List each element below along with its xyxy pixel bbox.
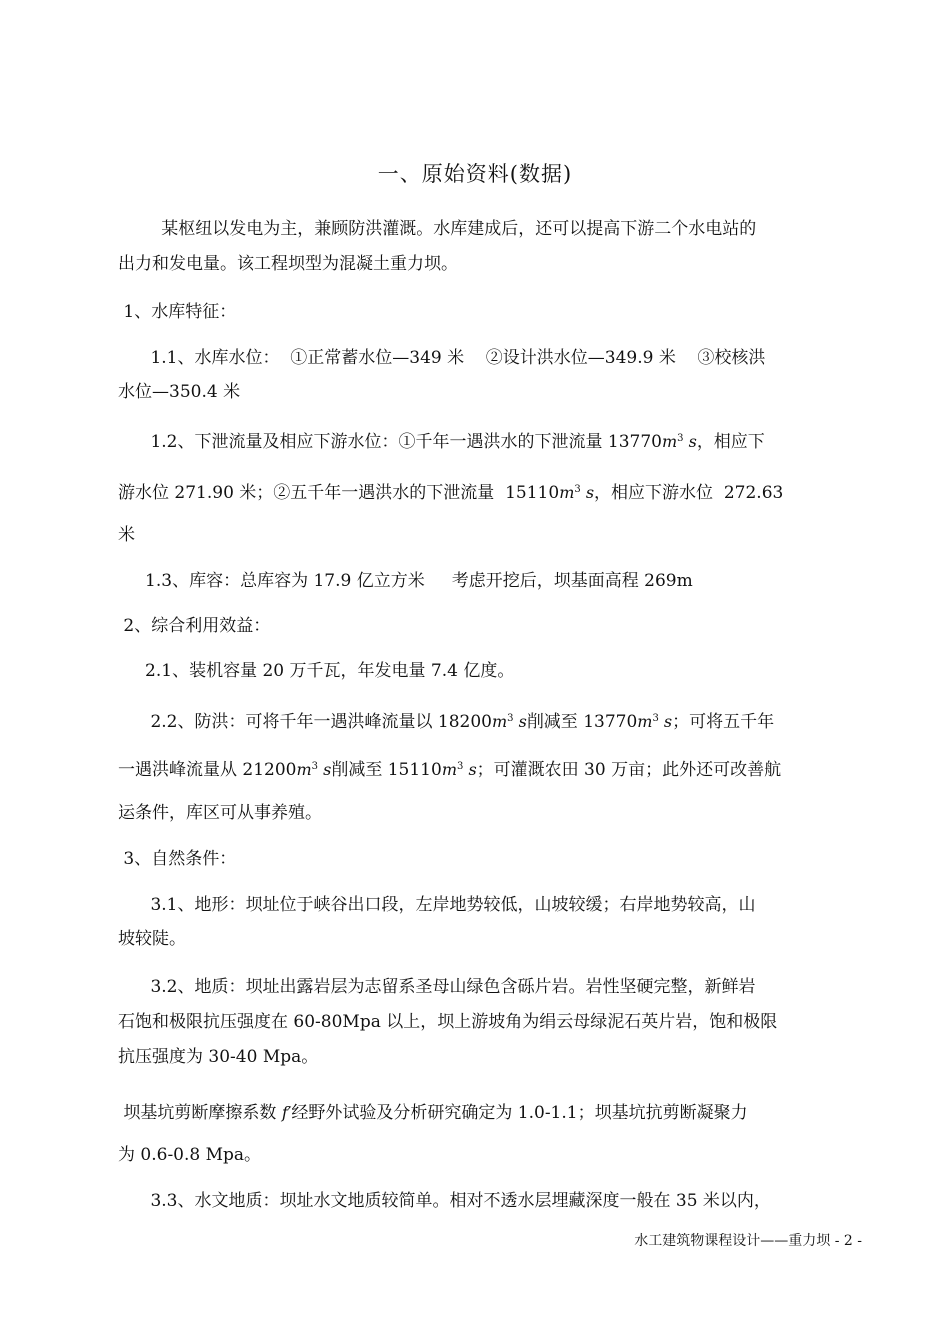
unit-exp: 3: [677, 433, 684, 444]
text: ；可将五千年: [672, 712, 775, 732]
item-1-3: 1.3、库容：总库容为 17.9 亿立方米 考虑开挖后，坝基面高程 269m: [118, 571, 693, 591]
item-2-2-line-1: [118, 705, 862, 741]
section-2-heading: 2、综合利用效益：: [118, 616, 271, 636]
unit-exp: 3: [507, 713, 514, 724]
intro-line-2: 出力和发电量。该工程坝型为混凝土重力坝。: [118, 254, 458, 274]
text: 削减至 13770: [526, 712, 638, 732]
unit-exp: 3: [574, 484, 581, 495]
text: 削减至 15110: [331, 760, 442, 780]
friction-line-2: 为 0.6-0.8 Mpa。: [118, 1145, 262, 1165]
section-1-heading: 1、水库特征：: [118, 302, 237, 322]
unit-m: m: [491, 712, 508, 731]
item-3-2-line-2: 石饱和极限抗压强度在 60-80Mpa 以上，坝上游坡角为绢云母绿泥石英片岩，饱和极限: [118, 1012, 778, 1032]
unit-exp: 3: [652, 713, 659, 724]
text: 经野外试验及分析研究确定为 1.0-1.1；坝基坑抗剪断凝聚力: [291, 1103, 748, 1123]
text: 2.2、防洪：可将千年一遇洪峰流量以 18200: [118, 712, 492, 732]
unit-m: m: [441, 760, 457, 779]
intro-line-1: 某枢纽以发电为主，兼顾防洪灌溉。水库建成后，还可以提高下游二个水电站的: [118, 219, 757, 239]
friction-symbol: f′: [281, 1103, 292, 1122]
item-3-1-line-1: 3.1、地形：坝址位于峡谷出口段，左岸地势较低，山坡较缓；右岸地势较高，山: [118, 895, 756, 915]
unit-m: m: [637, 712, 653, 731]
item-2-1: 2.1、装机容量 20 万千瓦，年发电量 7.4 亿度。: [118, 661, 515, 681]
text: 游水位 271.90 米；②五千年一遇洪水的下泄流量 15110: [118, 483, 560, 503]
item-1-2-line-3: 米: [118, 525, 135, 545]
unit-s: s: [683, 432, 697, 451]
item-3-1-line-2: 坡较陡。: [118, 929, 186, 949]
unit-m: m: [296, 760, 312, 779]
page-footer: 水工建筑物课程设计——重力坝 - 2 -: [634, 1233, 862, 1249]
text: 1.2、下泄流量及相应下游水位：①千年一遇洪水的下泄流量 13770: [118, 432, 662, 452]
unit-s: s: [658, 712, 673, 731]
unit-m: m: [559, 483, 575, 502]
item-1-1-line-1: 1.1、水库水位： ①正常蓄水位—349 米 ②设计洪水位—349.9 米 ③校核洪: [118, 348, 766, 368]
item-2-2-line-3: 运条件，库区可从事养殖。: [118, 803, 322, 823]
text: ，相应下游水位 272.63: [594, 483, 784, 503]
text: 坝基坑剪断摩擦系数: [118, 1103, 282, 1123]
text: ，相应下: [696, 432, 765, 452]
page-title: 一、原始资料(数据): [377, 162, 573, 186]
unit-s: s: [513, 712, 527, 731]
unit-s: s: [580, 483, 595, 502]
unit-s: s: [318, 760, 332, 779]
item-2-2-line-2: [118, 753, 862, 789]
text: ；可灌溉农田 30 万亩；此外还可改善航: [476, 760, 782, 780]
unit-exp: 3: [311, 761, 319, 772]
item-1-1-line-2: 水位—350.4 米: [118, 382, 241, 402]
text: 一遇洪峰流量从 21200: [118, 760, 297, 780]
section-3-heading: 3、自然条件：: [118, 849, 237, 869]
item-1-2-line-1: [118, 425, 862, 461]
item-1-2-line-2: [118, 476, 862, 512]
unit-s: s: [463, 760, 477, 779]
item-3-3-line-1: 3.3、水文地质：坝址水文地质较简单。相对不透水层埋藏深度一般在 35 米以内，: [118, 1191, 771, 1211]
unit-m: m: [661, 432, 678, 451]
item-3-2-line-1: 3.2、地质：坝址出露岩层为志留系圣母山绿色含砾片岩。岩性坚硬完整，新鲜岩: [118, 977, 756, 997]
item-3-2-line-3: 抗压强度为 30-40 Mpa。: [118, 1047, 319, 1067]
friction-line-1: [118, 1096, 862, 1130]
unit-exp: 3: [456, 761, 464, 772]
